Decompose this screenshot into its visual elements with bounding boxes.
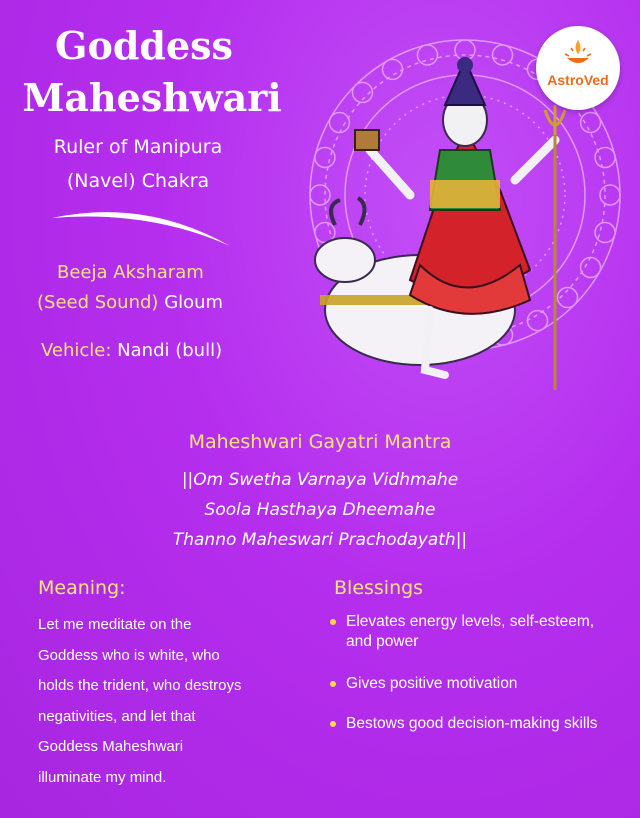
mandala-petal bbox=[493, 45, 513, 65]
mandala-petal bbox=[417, 45, 437, 65]
meaning-text bbox=[38, 610, 308, 793]
beeja-row bbox=[37, 288, 223, 318]
astroved-logo[interactable] bbox=[536, 26, 620, 110]
meaning-heading: Meaning: bbox=[38, 577, 126, 599]
meaning-line: Goddess Maheshwari bbox=[38, 738, 184, 755]
mandala-petal bbox=[383, 59, 403, 79]
meaning-line: holds the trident, who destroys bbox=[38, 677, 242, 694]
mandala-petal bbox=[581, 258, 601, 278]
mandala-petal bbox=[528, 311, 548, 331]
bullet-dot-icon bbox=[330, 721, 336, 727]
mantra-line: ||Om Swetha Varnaya Vidhmahe bbox=[181, 470, 459, 490]
mantra-title: Maheshwari Gayatri Mantra bbox=[188, 431, 452, 453]
mantra-line: Thanno Maheswari Prachodayath|| bbox=[172, 530, 468, 550]
page-title-line-1: Goddess bbox=[55, 23, 233, 68]
vehicle-row bbox=[41, 336, 222, 366]
mandala-petal bbox=[600, 185, 620, 205]
mandala-petal bbox=[310, 185, 330, 205]
mandala-petal bbox=[581, 113, 601, 133]
vehicle-value: Nandi (bull) bbox=[117, 340, 223, 361]
logo-text: AstroVed bbox=[547, 72, 609, 88]
swoosh-divider bbox=[50, 200, 235, 250]
bullet-dot-icon bbox=[330, 681, 336, 687]
subtitle-line-1: Ruler of Manipura bbox=[53, 136, 223, 158]
meaning-line: illuminate my mind. bbox=[38, 768, 167, 786]
mantra-line: Soola Hasthaya Dheemahe bbox=[204, 500, 436, 520]
lamp-icon bbox=[563, 38, 593, 70]
mandala-petal bbox=[595, 223, 615, 243]
blessing-item: Bestows good decision-making skills bbox=[330, 714, 620, 734]
meaning-line: Goddess who is white, who bbox=[38, 646, 220, 664]
blessing-item: Elevates energy levels, self-esteem, and power bbox=[330, 612, 620, 652]
seed-sound-value: Gloum bbox=[164, 292, 224, 313]
beeja-label: Beeja Aksharam bbox=[57, 262, 204, 283]
mandala-petal bbox=[329, 113, 349, 133]
mandala-petal bbox=[315, 147, 335, 167]
blessings-heading: Blessings bbox=[334, 577, 424, 599]
blessing-item: Gives positive motivation bbox=[330, 674, 620, 694]
meaning-line: negativities, and let that bbox=[38, 707, 196, 725]
subtitle-line-2: (Navel) Chakra bbox=[66, 170, 210, 192]
mandala-petal bbox=[595, 147, 615, 167]
vehicle-label: Vehicle: bbox=[41, 340, 112, 361]
meaning-line: Let me meditate on the bbox=[38, 616, 192, 633]
seed-sound-label: (Seed Sound) bbox=[37, 292, 159, 313]
bullet-dot-icon bbox=[330, 619, 336, 625]
page-title-line-2: Maheshwari bbox=[22, 75, 282, 120]
